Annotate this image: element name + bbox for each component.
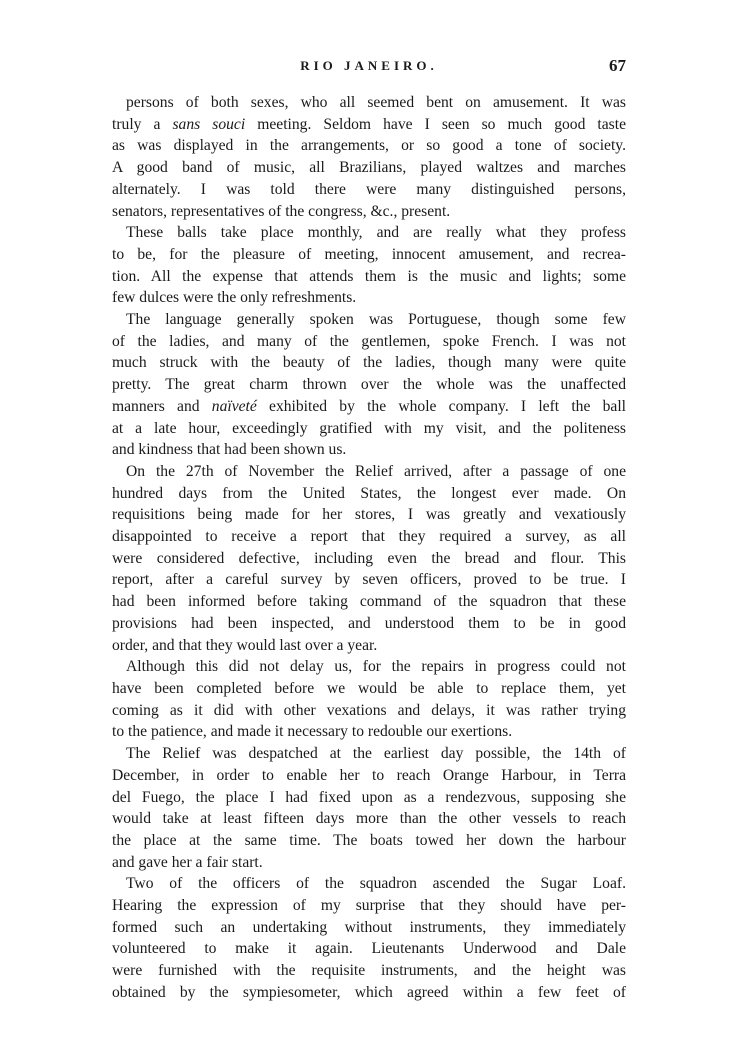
text-line: truly a sans souci meeting. Seldom have I seen so much good taste bbox=[112, 115, 627, 133]
text-line: were furnished with the requisite instruments, and the height was bbox=[112, 962, 626, 980]
text-line: coming as it did with other vexations and delays, it was rather trying bbox=[112, 701, 626, 719]
paragraph bbox=[112, 656, 626, 743]
page-number: 67 bbox=[609, 56, 626, 75]
text-line: to be, for the pleasure of meeting, innocent amusement, and recrea- bbox=[112, 245, 626, 263]
text-line: and kindness that had been shown us. bbox=[112, 441, 347, 459]
text-line: would take at least fifteen days more than the other vessels to reach bbox=[112, 810, 626, 828]
text-line: requisitions being made for her stores, I was greatly and vexatiously bbox=[112, 506, 626, 524]
paragraph bbox=[112, 92, 626, 222]
text-line: few dulces were the only refreshments. bbox=[112, 289, 357, 307]
text-line: pretty. The great charm thrown over the whole was the unaffected bbox=[112, 376, 626, 394]
text-line: manners and naïveté exhibited by the whole company. I left the ball bbox=[112, 397, 626, 415]
text-line: and gave her a fair start. bbox=[112, 853, 263, 871]
text-line: Two of the officers of the squadron ascended the Sugar Loaf. bbox=[126, 875, 626, 893]
italic-phrase: naïveté bbox=[211, 397, 257, 415]
text-line: report, after a careful survey by seven officers, proved to be true. I bbox=[112, 571, 626, 589]
paragraph bbox=[112, 873, 626, 1003]
paragraph bbox=[112, 309, 626, 461]
text-line: formed such an undertaking without instruments, they immediately bbox=[112, 918, 626, 936]
paragraph bbox=[112, 743, 626, 873]
text-line: These balls take place monthly, and are really what they profess bbox=[126, 224, 626, 242]
text-line: as was displayed in the arrangements, or so good a tone of society. bbox=[112, 137, 626, 155]
text-line: order, and that they would last over a year. bbox=[112, 636, 378, 654]
text-line: tion. All the expense that attends them is the music and lights; some bbox=[112, 267, 626, 285]
text-line: at a late hour, exceedingly gratified with my visit, and the politeness bbox=[112, 419, 626, 437]
text-line: disappointed to receive a report that they required a survey, as all bbox=[112, 528, 626, 546]
text-line: much struck with the beauty of the ladies, though many were quite bbox=[112, 354, 626, 372]
text-line: On the 27th of November the Relief arrived, after a passage of one bbox=[126, 462, 626, 480]
paragraph bbox=[112, 461, 626, 656]
paragraph bbox=[112, 222, 626, 309]
text-line: to the patience, and made it necessary to redouble our exertions. bbox=[112, 723, 513, 741]
text-line: obtained by the sympiesometer, which agreed within a few feet of bbox=[112, 983, 626, 1001]
body-text bbox=[112, 92, 626, 1004]
text-line: December, in order to enable her to reach Orange Harbour, in Terra bbox=[112, 766, 626, 784]
text-line: were considered defective, including even the bread and flour. This bbox=[112, 549, 626, 567]
text-line: provisions had been inspected, and understood them to be in good bbox=[112, 614, 626, 632]
text-line: The language generally spoken was Portuguese, though some few bbox=[126, 311, 626, 329]
text-line: the place at the same time. The boats towed her down the harbour bbox=[112, 831, 626, 849]
text-line: senators, representatives of the congress, &c., present. bbox=[112, 202, 451, 220]
text-line: alternately. I was told there were many distinguished persons, bbox=[112, 180, 626, 198]
text-line: volunteered to make it again. Lieutenants Underwood and Dale bbox=[112, 940, 626, 958]
text-line: Although this did not delay us, for the repairs in progress could not bbox=[126, 658, 626, 676]
text-line: The Relief was despatched at the earliest day possible, the 14th of bbox=[126, 745, 626, 763]
page-header bbox=[112, 56, 626, 86]
text-line: del Fuego, the place I had fixed upon as a rendezvous, supposing she bbox=[112, 788, 626, 806]
book-page bbox=[112, 56, 626, 1004]
running-head: RIO JANEIRO. bbox=[300, 58, 438, 73]
text-line: have been completed before we would be able to replace them, yet bbox=[112, 679, 626, 697]
text-line: A good band of music, all Brazilians, played waltzes and marches bbox=[112, 159, 626, 177]
text-line: of the ladies, and many of the gentlemen, spoke French. I was not bbox=[112, 332, 626, 350]
text-line: had been informed before taking command of the squadron that these bbox=[112, 593, 626, 611]
italic-phrase: sans souci bbox=[172, 115, 246, 133]
text-line: hundred days from the United States, the longest ever made. On bbox=[112, 484, 626, 502]
text-line: Hearing the expression of my surprise that they should have per- bbox=[112, 897, 626, 915]
text-line: persons of both sexes, who all seemed bent on amusement. It was bbox=[126, 94, 626, 111]
